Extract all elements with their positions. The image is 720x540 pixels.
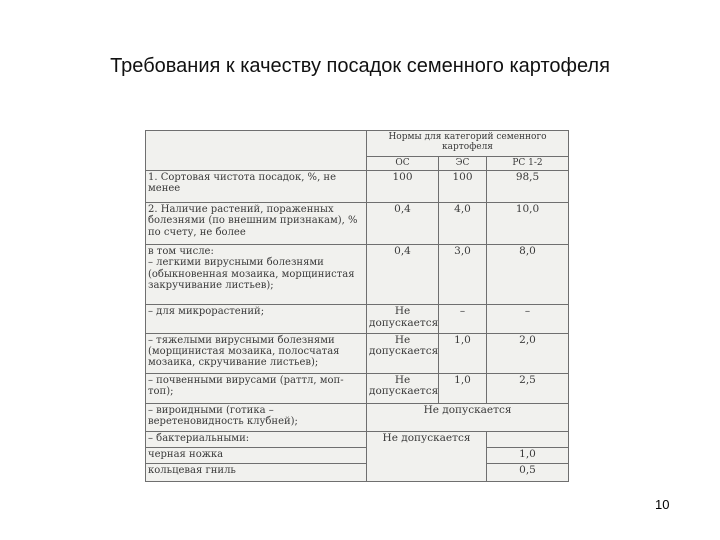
cell-rs: 98,5 — [487, 171, 569, 203]
table-row — [146, 333, 569, 373]
row-label — [146, 245, 367, 305]
cell-es: 4,0 — [439, 203, 487, 245]
cell-rs: 2,5 — [487, 373, 569, 403]
table-row — [146, 447, 569, 463]
header-empty-cell — [146, 131, 367, 171]
column-header-es: ЭС — [439, 157, 487, 171]
cell-es: 3,0 — [439, 245, 487, 305]
cell-rs: 2,0 — [487, 333, 569, 373]
scanned-table-image — [145, 130, 568, 482]
cell-rs: 0,5 — [487, 463, 569, 481]
table-row — [146, 305, 569, 333]
cell-os: Не допускается — [367, 305, 439, 333]
cell-rs: 10,0 — [487, 203, 569, 245]
table-row — [146, 403, 569, 431]
cell-os: 0,4 — [367, 203, 439, 245]
table-row — [146, 245, 569, 305]
table-row — [146, 203, 569, 245]
slide-title: Требования к качеству посадок семенного картофеля — [110, 55, 610, 77]
table-row — [146, 431, 569, 447]
cell-es: 1,0 — [439, 373, 487, 403]
cell-merged: Не допускается — [367, 431, 487, 481]
row-label: 2. Наличие растений, пораженных болезнями (по внешним признакам), % по счету, не более — [146, 203, 367, 245]
header-group-cell: Нормы для категорий семенного картофеля — [367, 131, 569, 157]
page-number: 10 — [655, 497, 670, 512]
row-label: черная ножка — [146, 447, 367, 463]
column-header-rs: РС 1-2 — [487, 157, 569, 171]
cell-os: 100 — [367, 171, 439, 203]
row-label-sub: – легкими вирусными болезнями (обыкновенная мозаика, морщинистая закручивание листьев); — [148, 257, 355, 291]
row-label: – вироидными (готика – веретеновидность клубней); — [146, 403, 367, 431]
cell-es: 100 — [439, 171, 487, 203]
row-label: кольцевая гниль — [146, 463, 367, 481]
requirements-table — [145, 130, 569, 482]
row-label-intro: в том числе: — [148, 246, 214, 258]
row-label: – бактериальными: — [146, 431, 367, 447]
cell-rs: 8,0 — [487, 245, 569, 305]
table-row — [146, 373, 569, 403]
cell-os: 0,4 — [367, 245, 439, 305]
cell-rs: 1,0 — [487, 447, 569, 463]
row-label: – для микрорастений; — [146, 305, 367, 333]
cell-es: 1,0 — [439, 333, 487, 373]
cell-es: – — [439, 305, 487, 333]
cell-merged: Не допускается — [367, 403, 569, 431]
cell-rs: – — [487, 305, 569, 333]
cell-os: Не допускается — [367, 373, 439, 403]
row-label: – почвенными вирусами (раттл, моп-топ); — [146, 373, 367, 403]
table-row — [146, 463, 569, 481]
row-label: 1. Сортовая чистота посадок, %, не менее — [146, 171, 367, 203]
cell-rs — [487, 431, 569, 447]
table-header-row — [146, 131, 569, 157]
row-label: – тяжелыми вирусными болезнями (морщинистая мозаика, полосчатая мозаика, скручивание листьев); — [146, 333, 367, 373]
column-header-os: ОС — [367, 157, 439, 171]
cell-os: Не допускается — [367, 333, 439, 373]
table-row — [146, 171, 569, 203]
